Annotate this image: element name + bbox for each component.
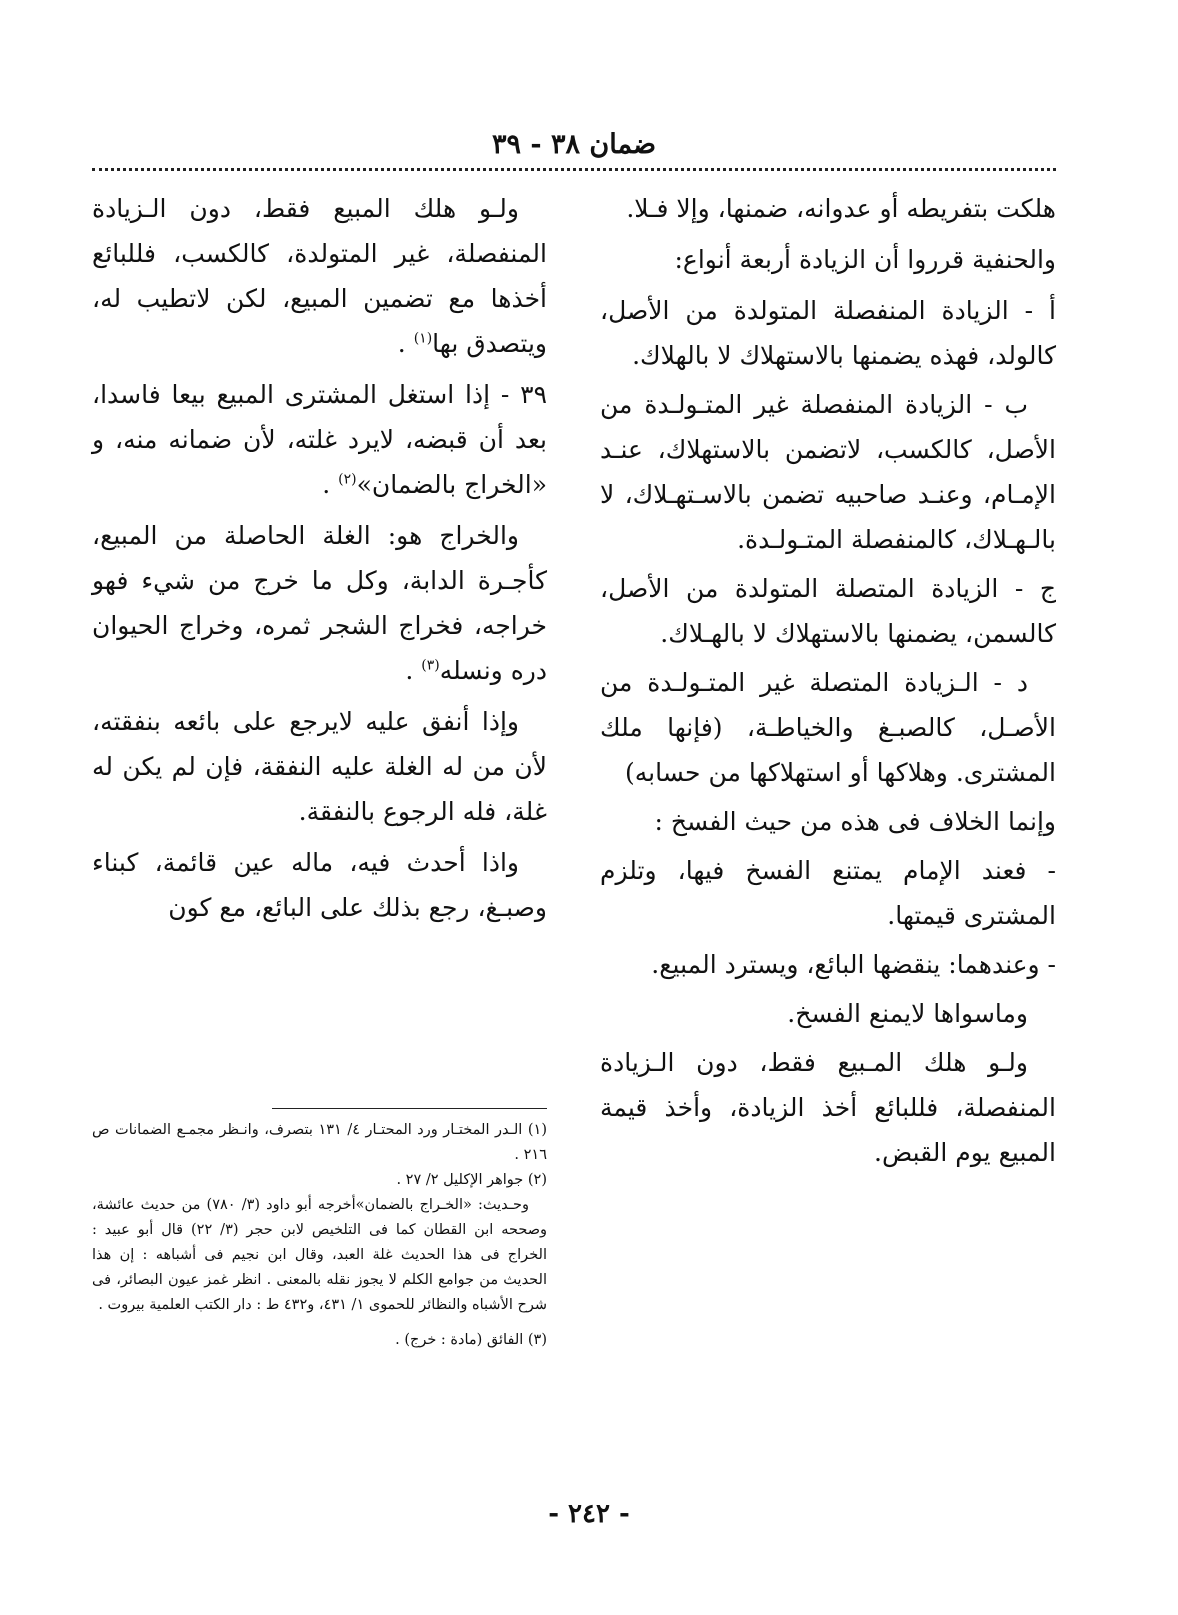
footnote-separator [272, 1108, 547, 1109]
list-item-jim: ج - الزيادة المتصلة المتولدة من الأصل، كالسمن، يضمنها بالاستهلاك لا بالهـلاك. [600, 574, 1056, 648]
footnote-1: (١) الـدر المختـار ورد المحتـار ٤/ ١٣١ بتصرف، وانـظر مجمـع الضمانات ص ٢١٦ . [92, 1122, 547, 1163]
list-item-dal: د - الـزيادة المتصلة غير المتـولـدة من الأصـل، كالصبـغ والخياطـة، (فإنها ملك المشترى. وهلاكها أو استهلاكها من حسابه) [600, 668, 1056, 787]
paragraph: واذا أحدث فيه، ماله عين قائمة، كبناء وصبـغ، رجع بذلك على البائع، مع كون [92, 848, 547, 922]
list-item-ba: ب - الزيادة المنفصلة غير المتـولـدة من الأصل، كالكسب، لاتضمن بالاستهلاك، عنـد الإمـام، وعنـد صاحبيه تضمن بالاسـتهـلاك، لا بالـهـلاك، كالمنفصلة المتـولـدة. [600, 390, 1056, 554]
footnote-ref-1: (١) [413, 330, 433, 347]
footnote-3: (٣) الفائق (مادة : خرج) . [395, 1332, 547, 1348]
paragraph-text: والخراج هو: الغلة الحاصلة من المبيع، كأجـرة الدابة، وكل ما خرج من شيء فهو خراجه، فخراج الشجر ثمره، وخراج الحيوان دره ونسله [92, 521, 547, 685]
page-number: - ٢٤٢ - [548, 1499, 630, 1529]
footnote-2-detail: وحـديث: «الخـراج بالضمان»أخرجه أبو داود (٣/ ٧٨٠) من حديث عائشة، وصححه ابن القطان كما فى التلخيص لابن حجر (٣/ ٢٢) قال أبو عبيد : الخراج فى هذا الحديث غلة العبد، وقال ابن نجيم فى أشباهه : إن هذا الحديث من جوامع الكلم لا يجوز نقله بالمعنى . انظر غمز عيون البصائر، فى شرح الأشباه والنظائر للحموى ١/ ٤٣١، و٤٣٢ ط : دار الكتب العلمية بيروت . [92, 1197, 548, 1313]
paragraph: هلكت بتفريطه أو عدوانه، ضمنها، وإلا فـلا. [626, 194, 1056, 223]
paragraph-text: ٣٩ - إذا استغل المشترى المبيع بيعا فاسدا، بعد أن قبضه، لايرد غلته، لأن ضمانه منه، و «الخراج بالضمان» [92, 380, 547, 499]
left-column [92, 186, 547, 936]
footnote-ref-3: (٣) [421, 657, 440, 674]
paragraph: وماسواها لايمنع الفسخ. [787, 999, 1028, 1028]
paragraph: ولـو هلك المـبيع فقط، دون الـزيادة المنفصلة، فللبائع أخذ الزيادة، وأخذ قيمة المبيع يوم القبض. [600, 1048, 1056, 1167]
list-item-alif: أ - الزيادة المنفصلة المتولدة من الأصل، كالولد، فهذه يضمنها بالاستهلاك لا بالهلاك. [600, 296, 1056, 370]
paragraph: والخراج هو: الغلة الحاصلة من المبيع، كأجـرة الدابة، وكل ما خرج من شيء فهو خراجه، فخراج الشجر ثمره، وخراج الحيوان دره ونسله$^{(٣)}$ . [92, 521, 547, 685]
sub-item: - وعندهما: ينقضها البائع، ويسترد المبيع. [651, 950, 1056, 979]
sub-item: - فعند الإمام يمتنع الفسخ فيها، وتلزم المشترى قيمتها. [600, 856, 1056, 930]
paragraph: وإذا أنفق عليه لايرجع على بائعه بنفقته، لأن من له الغلة عليه النفقة، فإن لم يكن له غلة، فله الرجوع بالنفقة. [92, 707, 547, 826]
footnotes [92, 1118, 547, 1353]
footnote-ref-2: (٢) [338, 471, 357, 488]
paragraph-text: ولـو هلك المبيع فقط، دون الـزيادة المنفصلة، غير المتولدة، كالكسب، فللبائع أخذها مع تضمين المبيع، لكن لاتطيب له، ويتصدق بها [92, 194, 547, 358]
right-column [600, 186, 1056, 1181]
paragraph: ولـو هلك المبيع فقط، دون الـزيادة المنفصلة، غير المتولدة، كالكسب، فللبائع أخذها مع تضمين المبيع، لكن لاتطيب له، ويتصدق بها$^{(١)}$ . [92, 194, 547, 358]
footnote-2: (٢) جواهر الإكليل ٢/ ٢٧ . [396, 1172, 547, 1188]
paragraph: وإنما الخلاف فى هذه من حيث الفسخ : [654, 807, 1056, 836]
paragraph: والحنفية قرروا أن الزيادة أربعة أنواع: [674, 245, 1056, 274]
header-dotted-rule [92, 168, 1056, 171]
section-39: ٣٩ - إذا استغل المشترى المبيع بيعا فاسدا، بعد أن قبضه، لايرد غلته، لأن ضمانه منه، و «الخراج بالضمان»$^{(٢)}$ . [92, 380, 547, 499]
running-header: ضمان ٣٨ - ٣٩ [491, 129, 657, 160]
